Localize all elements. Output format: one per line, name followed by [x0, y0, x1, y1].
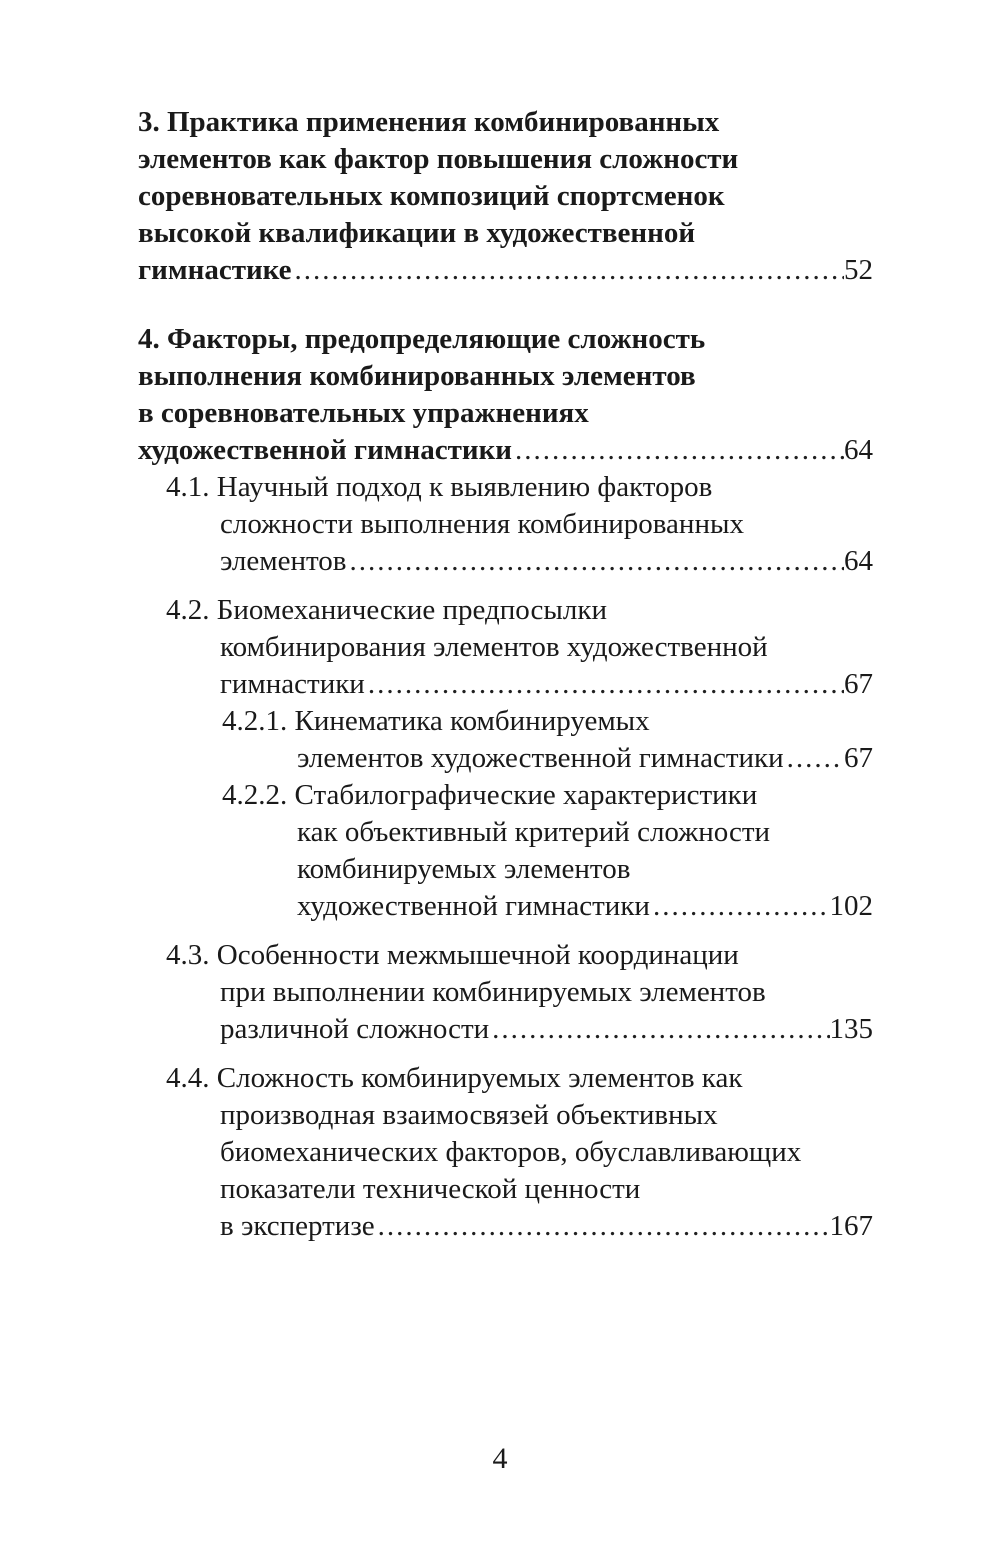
page-ref: 135 [829, 1013, 873, 1045]
dot-leader [295, 252, 844, 289]
page-ref: 167 [829, 1210, 873, 1242]
toc-entry-title-text: элементов [220, 545, 347, 577]
toc-entry [138, 104, 873, 289]
toc-line: 4.2.1. Кинематика комбинируемых [222, 705, 650, 737]
toc-line: высокой квалификации в художественной [138, 217, 696, 249]
toc-entry [138, 937, 873, 1048]
dot-leader [368, 666, 844, 703]
dot-leader [653, 888, 830, 925]
toc-entry-last-line [220, 1208, 873, 1245]
dot-leader [378, 1208, 830, 1245]
toc-line: соревновательных композиций спортсменок [138, 180, 725, 212]
toc-entry [138, 703, 873, 777]
toc-line: показатели технической ценности [220, 1173, 641, 1205]
page-ref: 52 [844, 254, 873, 286]
toc-entry-lines [138, 592, 873, 666]
dot-leader [492, 1011, 829, 1048]
toc-entry [138, 469, 873, 580]
toc-line: выполнения комбинированных элементов [138, 360, 696, 392]
toc-line: комбинируемых элементов [297, 853, 631, 885]
toc-entry-last-line [220, 1011, 873, 1048]
toc-entry-title-text: гимнастики [220, 668, 365, 700]
toc-entry-title-text: художественной гимнастики [138, 434, 512, 466]
toc-entry-last-line [297, 740, 873, 777]
toc-entries [138, 104, 873, 1245]
toc-entry-title-text: гимнастике [138, 254, 292, 286]
toc-entry-last-line [138, 252, 873, 289]
toc-line: 4.3. Особенности межмышечной координации [166, 939, 739, 971]
toc-entry [138, 321, 873, 469]
dot-leader [350, 543, 845, 580]
page-ref: 67 [844, 668, 873, 700]
toc-entry [138, 592, 873, 703]
toc-line: как объективный критерий сложности [297, 816, 771, 848]
page-ref: 64 [844, 434, 873, 466]
toc-entry [138, 1060, 873, 1245]
toc-line: 4.2.2. Стабилографические характеристики [222, 779, 758, 811]
toc-line: сложности выполнения комбинированных [220, 508, 744, 540]
toc-entry-last-line [220, 543, 873, 580]
toc-line: в соревновательных упражнениях [138, 397, 589, 429]
toc-entry-lines [138, 777, 873, 888]
toc-entry-lines [138, 703, 873, 740]
toc-line: 4.1. Научный подход к выявлению факторов [166, 471, 713, 503]
page-number-footer: 4 [492, 1442, 508, 1475]
toc-entry-title-text: элементов художественной гимнастики [297, 742, 784, 774]
toc-line: 4.4. Сложность комбинируемых элементов как [166, 1062, 743, 1094]
toc-line: 3. Практика применения комбинированных [138, 106, 720, 138]
toc-entry-title-text: различной сложности [220, 1013, 490, 1045]
toc-line: элементов как фактор повышения сложности [138, 143, 739, 175]
toc-line: 4. Факторы, предопределяющие сложность [138, 323, 706, 355]
toc-line: комбинирования элементов художественной [220, 631, 768, 663]
toc-entry-last-line [220, 666, 873, 703]
toc-entry [138, 777, 873, 925]
toc-line: 4.2. Биомеханические предпосылки [166, 594, 607, 626]
toc-line: при выполнении комбинируемых элементов [220, 976, 766, 1008]
toc-entry-lines [138, 104, 873, 252]
toc-entry-lines [138, 1060, 873, 1208]
page-ref: 67 [844, 742, 873, 774]
toc-entry-title-text: художественной гимнастики [297, 890, 650, 922]
page-ref: 64 [844, 545, 873, 577]
toc-entry-lines [138, 469, 873, 543]
page-ref: 102 [829, 890, 873, 922]
toc-entry-last-line [297, 888, 873, 925]
dot-leader [515, 432, 844, 469]
dot-leader [787, 740, 844, 777]
toc-line: производная взаимосвязей объективных [220, 1099, 718, 1131]
toc-entry-lines [138, 937, 873, 1011]
toc-entry-lines [138, 321, 873, 432]
toc-line: биомеханических факторов, обуславливающих [220, 1136, 802, 1168]
toc-entry-last-line [138, 432, 873, 469]
toc-entry-title-text: в экспертизе [220, 1210, 375, 1242]
